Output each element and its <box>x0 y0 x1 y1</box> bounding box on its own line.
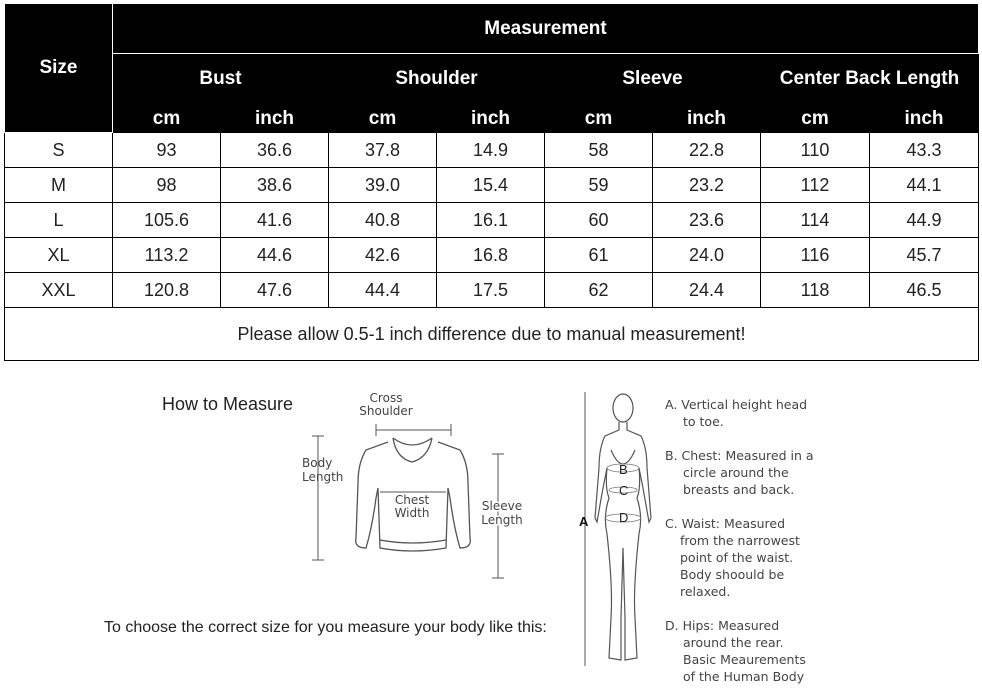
legend-c-line: point of the waist. <box>680 550 794 565</box>
legend-c-line: relaxed. <box>680 584 731 599</box>
table-row <box>5 168 979 203</box>
value-cell: 116 <box>761 238 870 273</box>
marker-d: D <box>619 510 629 525</box>
value-cell: 60 <box>545 203 653 238</box>
value-cell: 58 <box>545 133 653 168</box>
legend-d-line: D. Hips: Measured <box>665 618 780 633</box>
legend-c-line: from the narrowest <box>680 533 800 548</box>
size-cell: XL <box>5 238 113 273</box>
unit-header: cm <box>329 105 437 133</box>
value-cell: 118 <box>761 273 870 308</box>
legend-d-line: Basic Meaurements <box>683 652 806 667</box>
value-cell: 47.6 <box>221 273 329 308</box>
table-row <box>5 133 979 168</box>
legend-d <box>665 617 806 685</box>
body-figure-diagram <box>575 388 665 678</box>
unit-header: inch <box>221 105 329 133</box>
body-length-label-1: Body <box>302 456 333 470</box>
value-cell: 44.9 <box>870 203 979 238</box>
group-header-sleeve: Sleeve <box>545 54 761 105</box>
legend-c-line: C. Waist: Measured <box>665 516 786 531</box>
legend-a-line: A. Vertical height head <box>665 397 808 412</box>
measurement-note: Please allow 0.5-1 inch difference due to manual measurement! <box>5 308 979 361</box>
human-body-icon <box>595 394 651 660</box>
value-cell: 120.8 <box>113 273 221 308</box>
value-cell: 113.2 <box>113 238 221 273</box>
legend-d-line: around the rear. <box>683 635 784 650</box>
value-cell: 15.4 <box>437 168 545 203</box>
sleeve-length-label-2: Length <box>481 513 523 527</box>
value-cell: 22.8 <box>653 133 761 168</box>
legend-b-line: circle around the <box>683 465 789 480</box>
value-cell: 59 <box>545 168 653 203</box>
size-cell: XXL <box>5 273 113 308</box>
legend-c-line: Body shoould be <box>680 567 785 582</box>
value-cell: 43.3 <box>870 133 979 168</box>
size-cell: L <box>5 203 113 238</box>
value-cell: 40.8 <box>329 203 437 238</box>
unit-header: cm <box>761 105 870 133</box>
value-cell: 23.6 <box>653 203 761 238</box>
group-header-center-back-length: Center Back Length <box>761 54 979 105</box>
body-length-label-2: Length <box>302 470 344 484</box>
unit-header: cm <box>545 105 653 133</box>
value-cell: 24.4 <box>653 273 761 308</box>
sleeve-length-label-1: Sleeve <box>481 499 523 513</box>
marker-b: B <box>619 462 628 477</box>
legend-b <box>665 447 814 498</box>
value-cell: 98 <box>113 168 221 203</box>
size-cell: S <box>5 133 113 168</box>
value-cell: 114 <box>761 203 870 238</box>
marker-c: C <box>619 483 629 498</box>
value-cell: 62 <box>545 273 653 308</box>
group-header-shoulder: Shoulder <box>329 54 545 105</box>
value-cell: 16.8 <box>437 238 545 273</box>
value-cell: 45.7 <box>870 238 979 273</box>
value-cell: 105.6 <box>113 203 221 238</box>
unit-header: inch <box>437 105 545 133</box>
table-row <box>5 273 979 308</box>
value-cell: 41.6 <box>221 203 329 238</box>
legend-c <box>665 515 800 600</box>
value-cell: 17.5 <box>437 273 545 308</box>
legend-a-line: to toe. <box>683 414 724 429</box>
table-row <box>5 238 979 273</box>
marker-a: A <box>579 514 589 529</box>
legend-d-line: of the Human Body <box>683 669 805 684</box>
chest-width-label-1: Chest <box>394 493 430 507</box>
legend-a <box>665 396 807 430</box>
value-cell: 16.1 <box>437 203 545 238</box>
cross-shoulder-label-1: Cross <box>369 391 403 405</box>
value-cell: 44.1 <box>870 168 979 203</box>
legend-b-line: B. Chest: Measured in a <box>665 448 814 463</box>
value-cell: 44.6 <box>221 238 329 273</box>
value-cell: 36.6 <box>221 133 329 168</box>
value-cell: 110 <box>761 133 870 168</box>
unit-header: inch <box>870 105 979 133</box>
value-cell: 39.0 <box>329 168 437 203</box>
chest-width-label-2: Width <box>394 506 430 520</box>
value-cell: 24.0 <box>653 238 761 273</box>
measurement-header: Measurement <box>113 4 979 54</box>
value-cell: 61 <box>545 238 653 273</box>
group-header-bust: Bust <box>113 54 329 105</box>
value-cell: 93 <box>113 133 221 168</box>
how-to-measure-title: How to Measure <box>162 394 294 414</box>
value-cell: 44.4 <box>329 273 437 308</box>
value-cell: 37.8 <box>329 133 437 168</box>
cross-shoulder-label-2: Shoulder <box>359 404 413 418</box>
value-cell: 14.9 <box>437 133 545 168</box>
choose-size-instruction: To choose the correct size for you measure your body like this: <box>104 619 547 636</box>
garment-measure-diagram <box>296 388 536 588</box>
unit-header: cm <box>113 105 221 133</box>
value-cell: 46.5 <box>870 273 979 308</box>
value-cell: 112 <box>761 168 870 203</box>
size-chart-table <box>4 3 979 361</box>
unit-header: inch <box>653 105 761 133</box>
value-cell: 42.6 <box>329 238 437 273</box>
size-header: Size <box>5 4 113 133</box>
value-cell: 23.2 <box>653 168 761 203</box>
value-cell: 38.6 <box>221 168 329 203</box>
size-cell: M <box>5 168 113 203</box>
table-row <box>5 203 979 238</box>
legend-b-line: breasts and back. <box>683 482 795 497</box>
